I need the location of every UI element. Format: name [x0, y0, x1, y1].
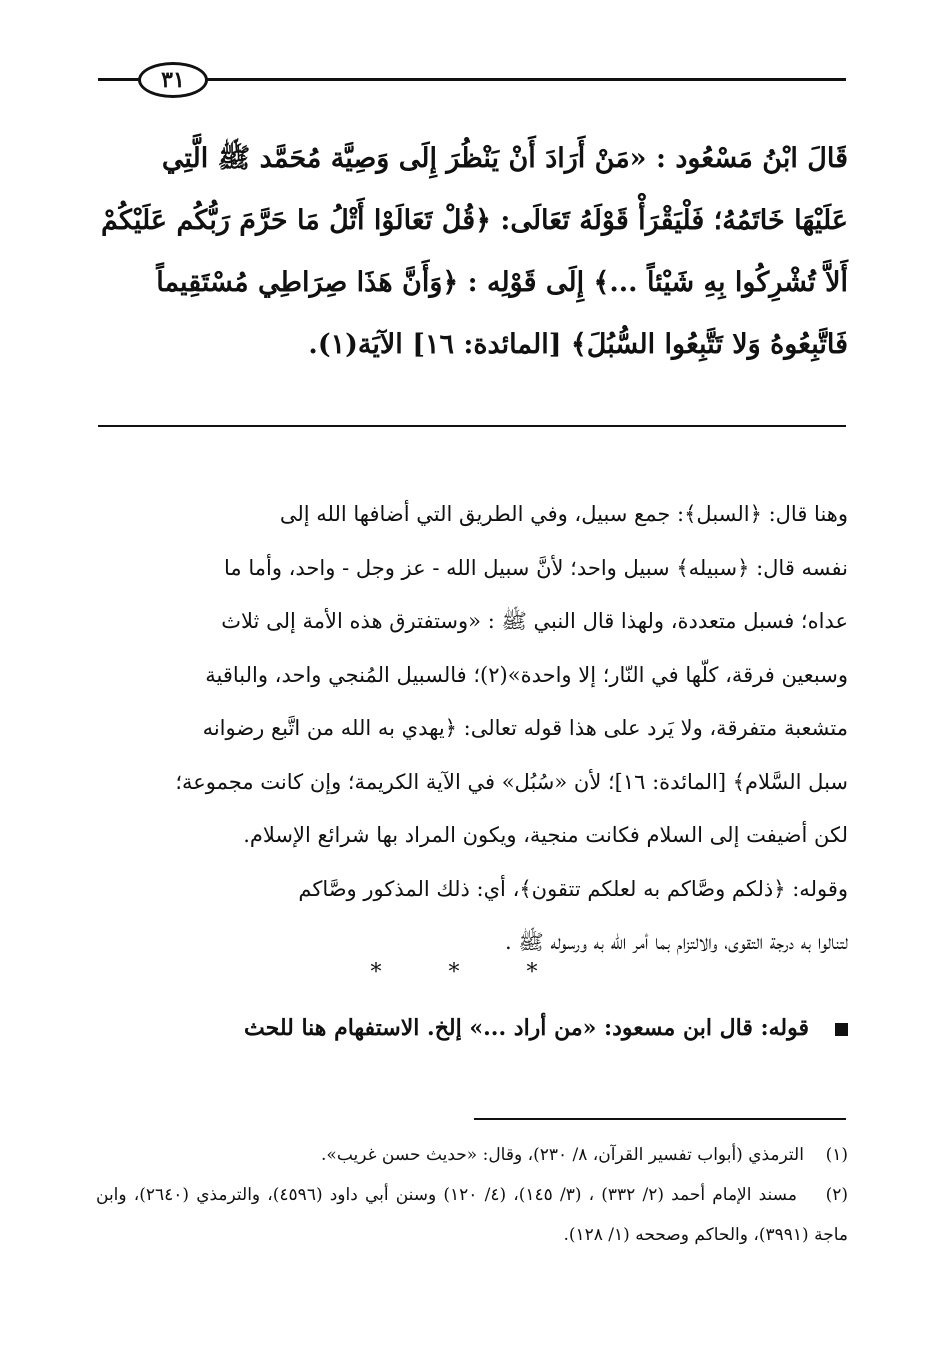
footnote-number: (١)	[825, 1145, 848, 1165]
body-line-8: وقوله: ﴿ذلكم وصَّاكم به لعلكم تتقون﴾، أي: ذلك المذكور وصَّاكم	[298, 876, 848, 901]
footnote-number: (٢)	[825, 1185, 848, 1205]
body-line-6: سبل السَّلام﴾ [المائدة: ١٦]؛ لأن «سُبُل» في الآية الكريمة؛ وإن كانت مجموعة؛	[175, 769, 848, 794]
body-line-5: متشعبة متفرقة، ولا يَرد على هذا قوله تعالى: ﴿يهدي به الله من اتَّبع رضوانه	[202, 716, 848, 740]
header-rule	[98, 78, 846, 81]
section-heading	[96, 1010, 848, 1046]
section-divider	[98, 425, 846, 427]
quote-line-4: فَاتَّبِعُوهُ وَلا تَتَّبِعُوا السُّبُلَ﴾ [المائدة: ١٦] الآيَة(١).	[308, 329, 848, 360]
square-bullet-icon	[835, 1023, 848, 1036]
body-line-2: نفسه قال: ﴿سبيله﴾ سبيل واحد؛ لأنَّ سبيل الله - عز وجل - واحد، وأما ما	[224, 555, 848, 580]
footnote-text: مسند الإمام أحمد (٢/ ٣٣٢) ، (٣/ ١٤٥)، (٤/ ١٢٠) وسنن أبي داود (٤٥٩٦)، والترمذي (٢٦٤٠)، وابن ماجة (٣٩٩١)، والحاكم وصححه (١/ ١٢٨).	[96, 1185, 848, 1245]
quote-block	[96, 128, 848, 376]
section-heading-text: قوله: قال ابن مسعود: «من أراد ...» إلخ. الاستفهام هنا للحث	[244, 1015, 809, 1041]
quote-line-3: أَلاَّ تُشْرِكُوا بِهِ شَيْئاً ...﴾ إِلَى قَوْلِه : ﴿وَأَنَّ هَذَا صِرَاطِي مُسْتَقِيماً	[156, 267, 848, 298]
body-line-3: عداه؛ فسبل متعددة، ولهذا قال النبي ﷺ : «وستفترق هذه الأمة إلى ثلاث	[221, 609, 848, 633]
footnote-rule	[474, 1118, 846, 1120]
star-separator: * * *	[370, 960, 568, 985]
body-line-9: لتنالوا به درجة التقوى، والالتزام بما أمر الله به ورسوله ﷺ .	[505, 930, 848, 954]
body-text	[96, 488, 848, 970]
quote-line-1: قَالَ ابْنُ مَسْعُود : «مَنْ أَرَادَ أَنْ يَنْظُرَ إِلَى وَصِيَّة مُحَمَّد ﷺ الَّتِي	[161, 143, 848, 174]
footnote-2	[96, 1175, 848, 1255]
footnotes	[96, 1135, 848, 1255]
footnote-text: الترمذي (أبواب تفسير القرآن، ٨/ ٢٣٠)، وقال: «حديث حسن غريب».	[321, 1145, 804, 1165]
body-line-1: وهنا قال: ﴿السبل﴾: جمع سبيل، وفي الطريق التي أضافها الله إلى	[279, 502, 848, 526]
body-line-4: وسبعين فرقة، كلّها في النّار؛ إلا واحدة»(٢)؛ فالسبيل المُنجي واحد، والباقية	[205, 662, 848, 687]
quote-line-2: عَلَيْهَا خَاتَمُهُ؛ فَلْيَقْرَأْ قَوْلَهُ تَعَالَى: ﴿قُلْ تَعَالَوْا أَتْلُ مَا حَرَّمَ رَبُّكُم عَلَيْكُمْ	[100, 205, 848, 236]
page-number: ٣١	[138, 62, 208, 98]
footnote-1	[96, 1135, 848, 1175]
page-header	[98, 62, 846, 96]
body-line-7: لكن أضيفت إلى السلام فكانت منجية، ويكون المراد بها شرائع الإسلام.	[243, 823, 848, 847]
